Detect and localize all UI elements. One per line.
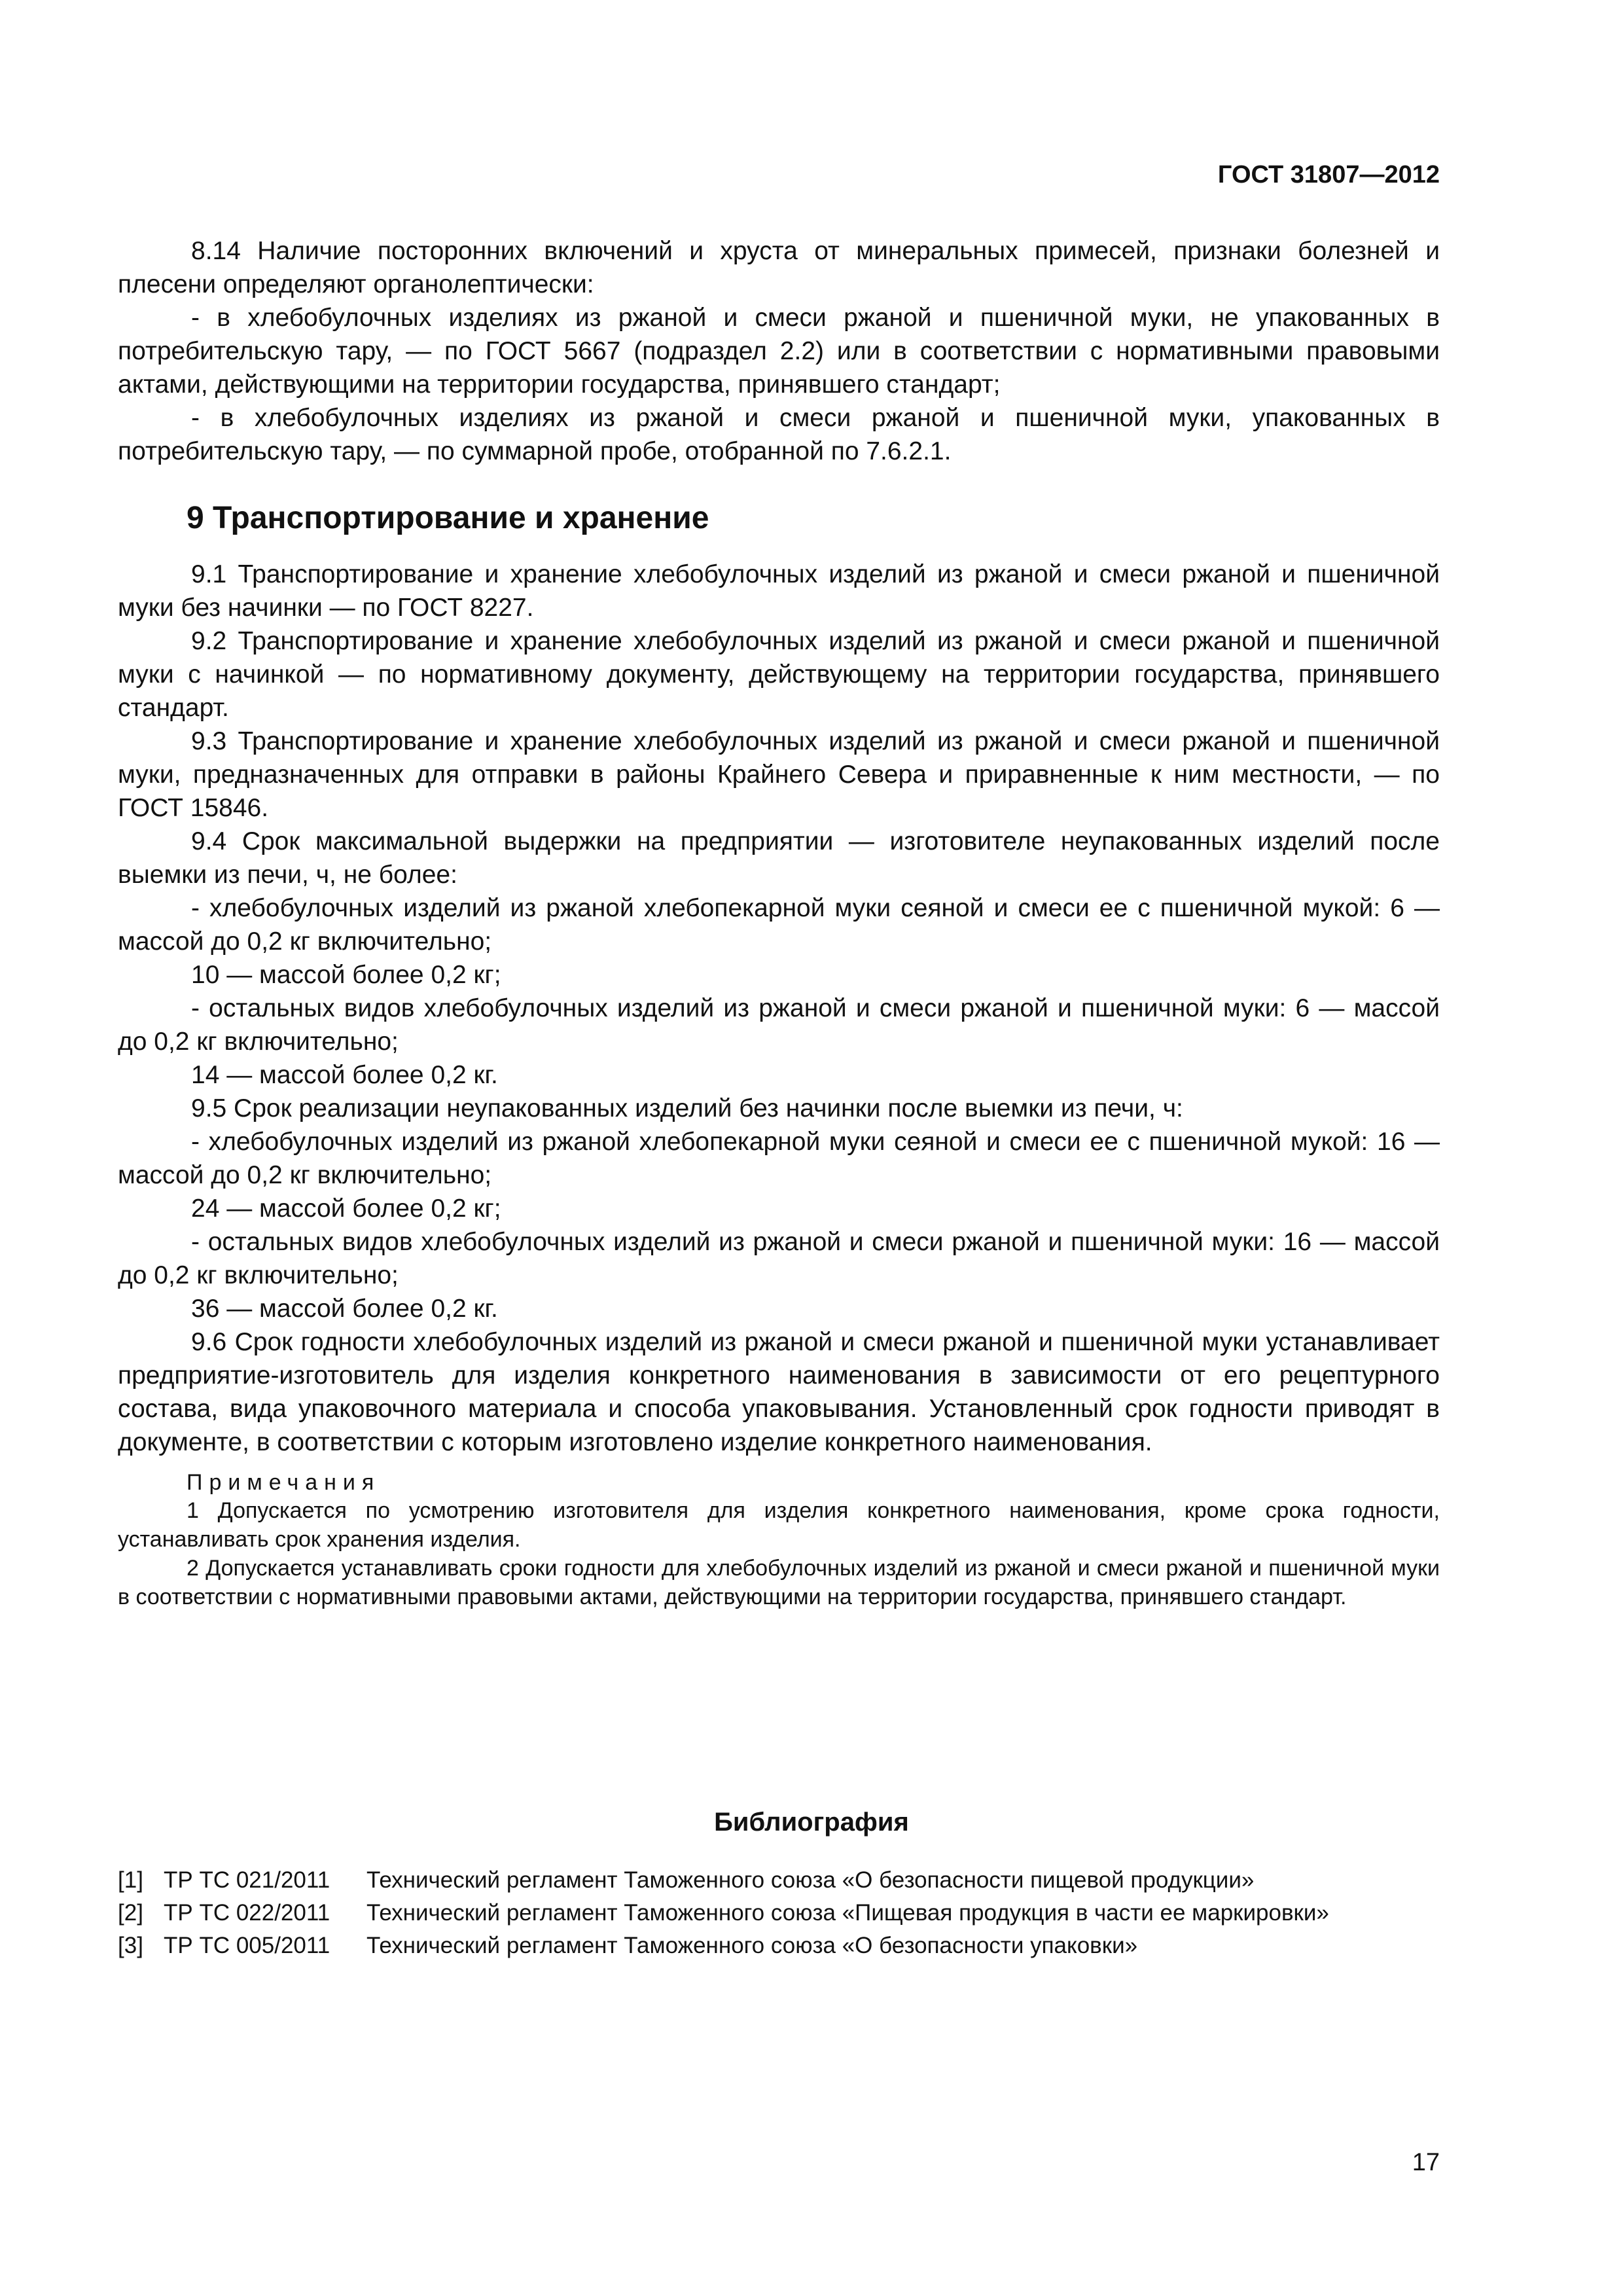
clause-9-4-item-b2: 14 — массой более 0,2 кг. <box>191 1061 498 1089</box>
bibliography-item <box>118 1864 1440 1897</box>
bibliography-title: Библиография <box>714 1808 909 1837</box>
bibliography-number: [2] <box>118 1900 143 1926</box>
note-2: 2 Допускается устанавливать сроки годности для хлебобулочных изделий из ржаной и смеси ржаной и пшеничной муки в соответствии с нормативными правовыми актами, действующими на территории государства, принявшего стандарт. <box>118 1556 1440 1609</box>
clause-8-14-item-1: - в хлебобулочных изделиях из ржаной и смеси ржаной и пшеничной муки, не упакованных в потребительскую тару, — по ГОСТ 5667 (подраздел 2.2) или в соответствии с нормативными правовыми актами, действующими на территории государства, принявшего стандарт; <box>118 304 1440 399</box>
page-number: 17 <box>1412 2149 1440 2176</box>
clause-9-3: 9.3 Транспортирование и хранение хлебобулочных изделий из ржаной и смеси ржаной и пшеничной муки, предназначенных для отправки в районы Крайнего Севера и приравненные к ним местности, — по ГОСТ 15846. <box>118 727 1440 822</box>
bibliography-number: [3] <box>118 1933 143 1958</box>
clause-9-2: 9.2 Транспортирование и хранение хлебобулочных изделий из ржаной и смеси ржаной и пшеничной муки с начинкой — по нормативному документу, действующему на территории государства, принявшего стандарт. <box>118 627 1440 722</box>
bibliography-item <box>118 1897 1440 1929</box>
clause-9-4-item-a: - хлебобулочных изделий из ржаной хлебопекарной муки сеяной и смеси ее с пшеничной мукой: 6 — массой до 0,2 кг включительно; <box>118 894 1440 956</box>
clause-9-5-item-b2: 36 — массой более 0,2 кг. <box>191 1295 498 1323</box>
clause-9-6: 9.6 Срок годности хлебобулочных изделий из ржаной и смеси ржаной и пшеничной муки устанавливает предприятие-изготовитель для изделия конкретного наименования в зависимости от его рецептурного состава, вида упаковочного материала и способа упаковывания. Установленный срок годности приводят в документе, в соответствии с которым изготовлено изделие конкретного наименования. <box>118 1328 1440 1456</box>
clause-9-5-item-b: - остальных видов хлебобулочных изделий из ржаной и смеси ржаной и пшеничной муки: 16 — массой до 0,2 кг включительно; <box>118 1228 1440 1289</box>
clause-9-4-item-a2: 10 — массой более 0,2 кг; <box>191 961 501 989</box>
section-heading: 9 Транспортирование и хранение <box>187 501 709 535</box>
bibliography-text: Технический регламент Таможенного союза «О безопасности пищевой продукции» <box>366 1867 1255 1893</box>
note-1: 1 Допускается по усмотрению изготовителя для изделия конкретного наименования, кроме срока годности, устанавливать срок хранения изделия. <box>118 1498 1440 1552</box>
section-9-heading-block <box>118 499 1440 538</box>
bibliography-code: ТР ТС 021/2011 <box>164 1867 330 1893</box>
clause-9-5-item-a2: 24 — массой более 0,2 кг; <box>191 1194 501 1223</box>
section-9-body <box>118 558 1440 1459</box>
clause-9-5: 9.5 Срок реализации неупакованных изделий без начинки после выемки из печи, ч: <box>191 1094 1183 1122</box>
clause-9-4-item-b: - остальных видов хлебобулочных изделий из ржаной и смеси ржаной и пшеничной муки: 6 — массой до 0,2 кг включительно; <box>118 994 1440 1056</box>
bibliography-text: Технический регламент Таможенного союза «О безопасности упаковки» <box>366 1933 1138 1958</box>
notes-block <box>118 1469 1440 1611</box>
clause-9-1: 9.1 Транспортирование и хранение хлебобулочных изделий из ржаной и смеси ржаной и пшеничной муки без начинки — по ГОСТ 8227. <box>118 560 1440 622</box>
clause-8-14-intro: 8.14 Наличие посторонних включений и хруста от минеральных примесей, признаки болезней и плесени определяют органолептически: <box>118 237 1440 298</box>
notes-label: Примечания <box>187 1470 381 1495</box>
clause-8-14 <box>118 234 1440 468</box>
standard-id: ГОСТ 31807—2012 <box>1217 161 1440 188</box>
bibliography-list <box>118 1864 1440 1962</box>
clause-8-14-item-2: - в хлебобулочных изделиях из ржаной и смеси ржаной и пшеничной муки, упакованных в потребительскую тару, — по суммарной пробе, отобранной по 7.6.2.1. <box>118 404 1440 465</box>
bibliography-item <box>118 1929 1440 1962</box>
clause-9-4: 9.4 Срок максимальной выдержки на предприятии — изготовителе неупакованных изделий после выемки из печи, ч, не более: <box>118 827 1440 889</box>
bibliography-code: ТР ТС 022/2011 <box>164 1900 330 1926</box>
bibliography-text: Технический регламент Таможенного союза «Пищевая продукция в части ее маркировки» <box>366 1900 1329 1926</box>
clause-9-5-item-a: - хлебобулочных изделий из ржаной хлебопекарной муки сеяной и смеси ее с пшеничной мукой: 16 — массой до 0,2 кг включительно; <box>118 1128 1440 1189</box>
bibliography-number: [1] <box>118 1867 143 1893</box>
bibliography-code: ТР ТС 005/2011 <box>164 1933 330 1958</box>
